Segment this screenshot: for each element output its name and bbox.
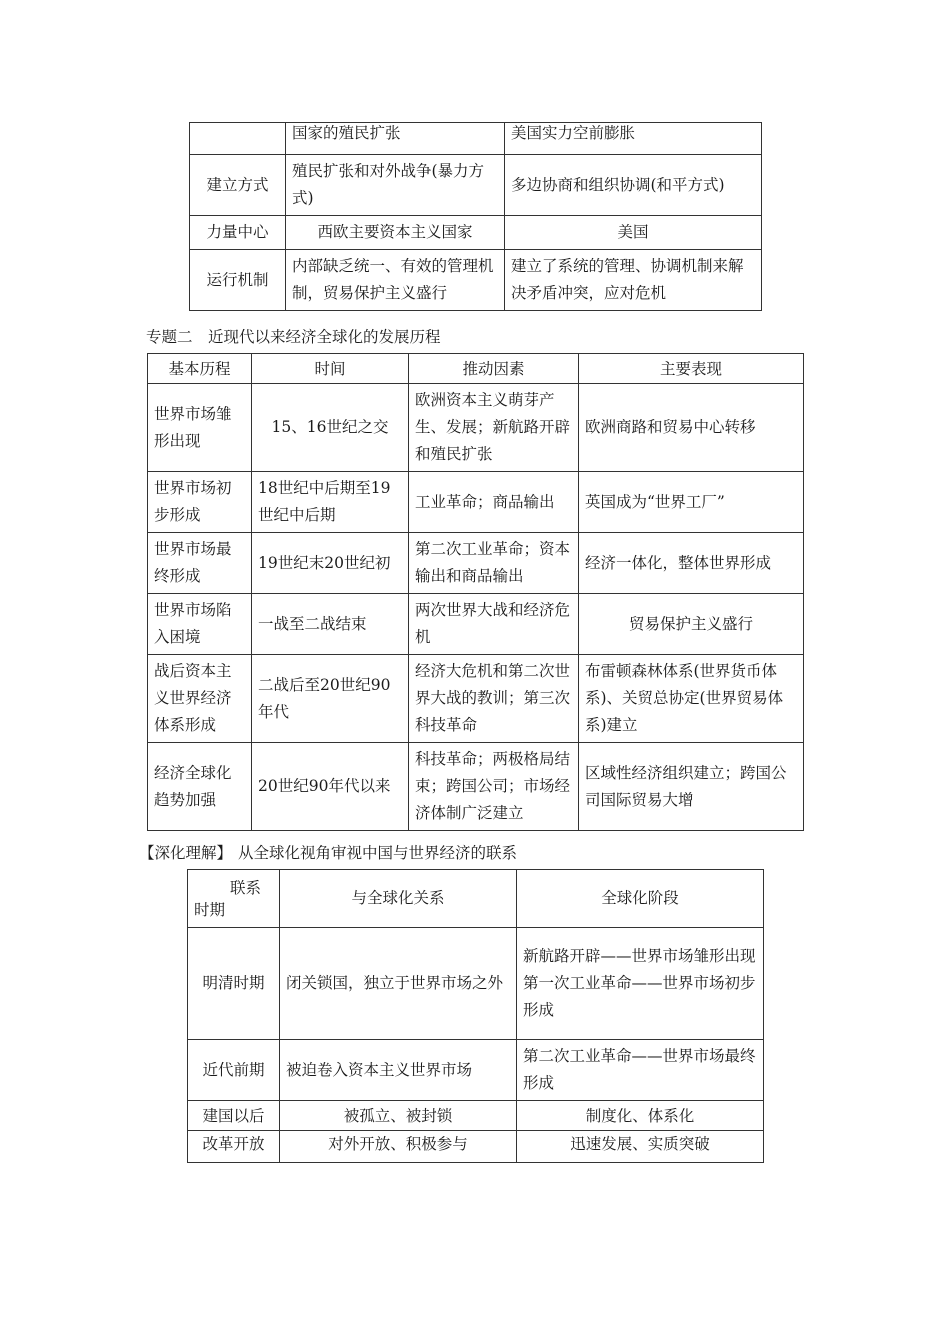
table-cell: 闭关锁国，独立于世界市场之外 xyxy=(280,928,517,1040)
table-cell: 建国以后 xyxy=(188,1101,280,1131)
table-cell: 内部缺乏统一、有效的管理机制，贸易保护主义盛行 xyxy=(286,250,505,311)
column-header: 与全球化关系 xyxy=(280,870,517,928)
table-cell: 世界市场初步形成 xyxy=(148,472,252,533)
column-header: 推动因素 xyxy=(409,354,579,384)
column-header: 时间 xyxy=(252,354,409,384)
table-cell xyxy=(190,123,286,155)
table-cell: 西欧主要资本主义国家 xyxy=(286,216,505,250)
column-header: 基本历程 xyxy=(148,354,252,384)
table-cell: 二战后至20世纪90年代 xyxy=(252,655,409,743)
column-header: 全球化阶段 xyxy=(517,870,764,928)
table-cell: 被迫卷入资本主义世界市场 xyxy=(280,1040,517,1101)
table-row xyxy=(190,250,762,311)
table-row xyxy=(148,384,804,472)
table-cell: 一战至二战结束 xyxy=(252,594,409,655)
table-cell: 布雷顿森林体系(世界货币体系)、关贸总协定(世界贸易体系)建立 xyxy=(579,655,804,743)
table-row xyxy=(148,533,804,594)
table-cell: 建立方式 xyxy=(190,155,286,216)
table-cell: 世界市场雏形出现 xyxy=(148,384,252,472)
table-cell: 国家的殖民扩张 xyxy=(286,123,505,155)
table-cell: 两次世界大战和经济危机 xyxy=(409,594,579,655)
table-row xyxy=(190,123,762,155)
table-cell: 工业革命；商品输出 xyxy=(409,472,579,533)
table-cell: 多边协商和组织协调(和平方式) xyxy=(505,155,762,216)
table-row xyxy=(148,594,804,655)
corner-top-label: 联系 xyxy=(230,878,262,897)
table-cell: 运行机制 xyxy=(190,250,286,311)
table-row xyxy=(190,216,762,250)
table-row xyxy=(148,472,804,533)
table-row xyxy=(188,928,764,1040)
table-cell: 世界市场最终形成 xyxy=(148,533,252,594)
table-row xyxy=(190,155,762,216)
table-cell: 区域性经济组织建立；跨国公司国际贸易大增 xyxy=(579,743,804,831)
section-title: 从全球化视角审视中国与世界经济的联系 xyxy=(238,844,518,862)
table-cell: 欧洲商路和贸易中心转移 xyxy=(579,384,804,472)
table-cell: 新航路开辟——世界市场雏形出现 第一次工业革命——世界市场初步形成 xyxy=(517,928,764,1040)
diagonal-header xyxy=(192,877,275,921)
table-cell: 贸易保护主义盛行 xyxy=(579,594,804,655)
table-cell: 被孤立、被封锁 xyxy=(280,1101,517,1131)
china-table xyxy=(187,869,764,1163)
table-row xyxy=(188,1131,764,1163)
comparison-table xyxy=(189,122,762,311)
table-row xyxy=(148,655,804,743)
table-cell: 对外开放、积极参与 xyxy=(280,1131,517,1163)
table-cell: 经济全球化趋势加强 xyxy=(148,743,252,831)
diagonal-header-cell xyxy=(188,870,280,928)
table-header-row xyxy=(148,354,804,384)
table-cell: 建立了系统的管理、协调机制来解决矛盾冲突，应对危机 xyxy=(505,250,762,311)
corner-bottom-label: 时期 xyxy=(194,900,226,919)
table-row xyxy=(188,1101,764,1131)
table-cell: 力量中心 xyxy=(190,216,286,250)
table-cell: 美国实力空前膨胀 xyxy=(505,123,762,155)
column-header: 主要表现 xyxy=(579,354,804,384)
table-cell: 世界市场陷入困境 xyxy=(148,594,252,655)
table-cell: 第二次工业革命——世界市场最终形成 xyxy=(517,1040,764,1101)
table-cell: 战后资本主义世界经济体系形成 xyxy=(148,655,252,743)
table-cell: 15、16世纪之交 xyxy=(252,384,409,472)
table-row xyxy=(188,1040,764,1101)
table-cell: 科技革命；两极格局结束；跨国公司；市场经济体制广泛建立 xyxy=(409,743,579,831)
section-title: 专题二 近现代以来经济全球化的发展历程 xyxy=(146,328,441,346)
table-cell: 19世纪末20世纪初 xyxy=(252,533,409,594)
table-cell: 近代前期 xyxy=(188,1040,280,1101)
table-cell: 殖民扩张和对外战争(暴力方式) xyxy=(286,155,505,216)
table-cell: 英国成为“世界工厂” xyxy=(579,472,804,533)
table-header-row xyxy=(188,870,764,928)
table-cell: 改革开放 xyxy=(188,1131,280,1163)
table-row xyxy=(148,743,804,831)
table-cell: 18世纪中后期至19世纪中后期 xyxy=(252,472,409,533)
table-cell: 明清时期 xyxy=(188,928,280,1040)
history-table xyxy=(147,353,804,831)
table-cell: 制度化、体系化 xyxy=(517,1101,764,1131)
table-cell: 经济一体化，整体世界形成 xyxy=(579,533,804,594)
table-cell: 美国 xyxy=(505,216,762,250)
table-cell: 经济大危机和第二次世界大战的教训；第三次科技革命 xyxy=(409,655,579,743)
table-cell: 第二次工业革命；资本输出和商品输出 xyxy=(409,533,579,594)
section-heading xyxy=(139,842,517,864)
table-cell: 20世纪90年代以来 xyxy=(252,743,409,831)
table-cell: 迅速发展、实质突破 xyxy=(517,1131,764,1163)
section-tag: 【深化理解】 xyxy=(139,844,233,862)
table-cell: 欧洲资本主义萌芽产生、发展；新航路开辟和殖民扩张 xyxy=(409,384,579,472)
